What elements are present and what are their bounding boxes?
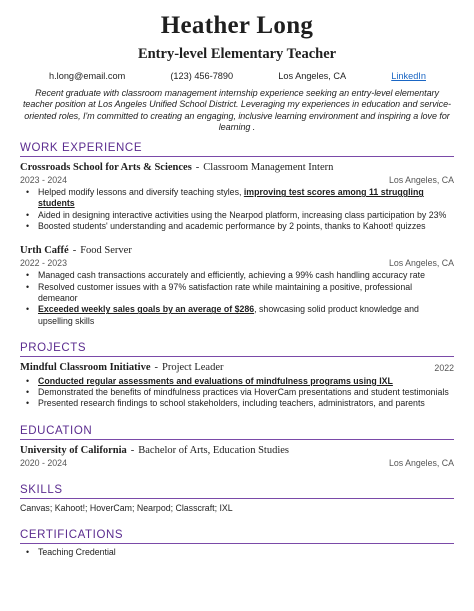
work-entry <box>20 161 454 232</box>
certifications-list <box>20 547 454 558</box>
employer-name: Crossroads School for Arts & Sciences <box>20 162 192 174</box>
project-name: Mindful Classroom Initiative <box>20 361 151 373</box>
job-role: Food Server <box>80 245 132 257</box>
candidate-name: Heather Long <box>160 12 314 39</box>
section-divider <box>20 439 454 440</box>
phone: (123) 456-7890 <box>170 71 234 81</box>
contact-bar <box>20 71 454 82</box>
separator: - <box>195 162 200 174</box>
section-title-skills: SKILLS <box>20 483 63 496</box>
bullet-list <box>20 270 454 326</box>
section-divider <box>20 356 454 357</box>
location: Los Angeles, CA <box>278 71 347 81</box>
section-title-certifications: CERTIFICATIONS <box>20 528 124 541</box>
entry-location: Los Angeles, CA <box>388 175 454 186</box>
bullet-item: • Resolved customer issues with a 97% satisfaction rate while maintaining a positive, professional demeanor <box>20 282 454 305</box>
school-name: University of California <box>20 444 127 456</box>
separator: - <box>154 361 158 373</box>
education-entry <box>20 444 454 469</box>
linkedin-link[interactable]: LinkedIn <box>391 71 426 81</box>
bullet-list <box>20 187 454 232</box>
work-entry <box>20 244 454 326</box>
separator: - <box>72 245 77 257</box>
certification-item: • Teaching Credential <box>20 547 454 558</box>
section-title-work: WORK EXPERIENCE <box>20 142 143 155</box>
bullet-list <box>20 376 454 410</box>
skills-list: Canvas; Kahoot!; HoverCam; Nearpod; Classcraft; IXL <box>20 502 233 513</box>
dates: 2022 - 2023 <box>20 258 67 269</box>
job-role: Classroom Management Intern <box>203 162 334 174</box>
project-role: Project Leader <box>161 361 224 373</box>
section-divider <box>20 156 454 157</box>
section-divider <box>20 543 454 544</box>
section-divider <box>20 498 454 499</box>
summary: Recent graduate with classroom management internship experience seeking an entry-level elementary teacher position at Los Angeles Unified School District. Leveraging my experiences in education and service-oriented roles, I'm committed to creating an engaging, inclusive learning environment and inspiring a love for learning . <box>22 88 451 132</box>
bullet-item: • Conducted regular assessments and evaluations of mindfulness programs using IXL <box>20 376 454 387</box>
email: h.long@email.com <box>49 71 126 81</box>
section-title-projects: PROJECTS <box>20 341 87 354</box>
bullet-item: • Boosted students' understanding and academic performance by 2 points, thanks to Kahoot! quizzes <box>20 221 454 232</box>
bullet-item: • Helped modify lessons and diversify teaching styles, improving test scores among 11 struggling students <box>20 187 454 210</box>
bullet-item: • Exceeded weekly sales goals by an average of $286, showcasing solid product knowledge and upselling skills <box>20 304 454 327</box>
job-title: Entry-level Elementary Teacher <box>137 46 337 62</box>
project-entry <box>20 361 454 410</box>
degree: Bachelor of Arts, Education Studies <box>138 444 290 456</box>
dates: 2020 - 2024 <box>20 457 67 468</box>
project-year: 2022 <box>434 362 454 373</box>
bullet-item: • Demonstrated the benefits of mindfulness practices via HoverCam presentations and student testimonials <box>20 387 454 398</box>
dates: 2023 - 2024 <box>20 175 67 186</box>
entry-location: Los Angeles, CA <box>388 457 454 468</box>
bullet-item: • Managed cash transactions accurately and efficiently, achieving a 99% cash handling accuracy rate <box>20 270 454 281</box>
bullet-item: • Presented research findings to school stakeholders, including teachers, administrators, and parents <box>20 398 454 409</box>
employer-name: Urth Caffé <box>20 245 69 257</box>
entry-location: Los Angeles, CA <box>388 258 454 269</box>
separator: - <box>130 444 135 456</box>
section-title-education: EDUCATION <box>20 424 93 437</box>
bullet-item: • Aided in designing interactive activities using the Nearpod platform, increasing class participation by 23% <box>20 210 454 221</box>
